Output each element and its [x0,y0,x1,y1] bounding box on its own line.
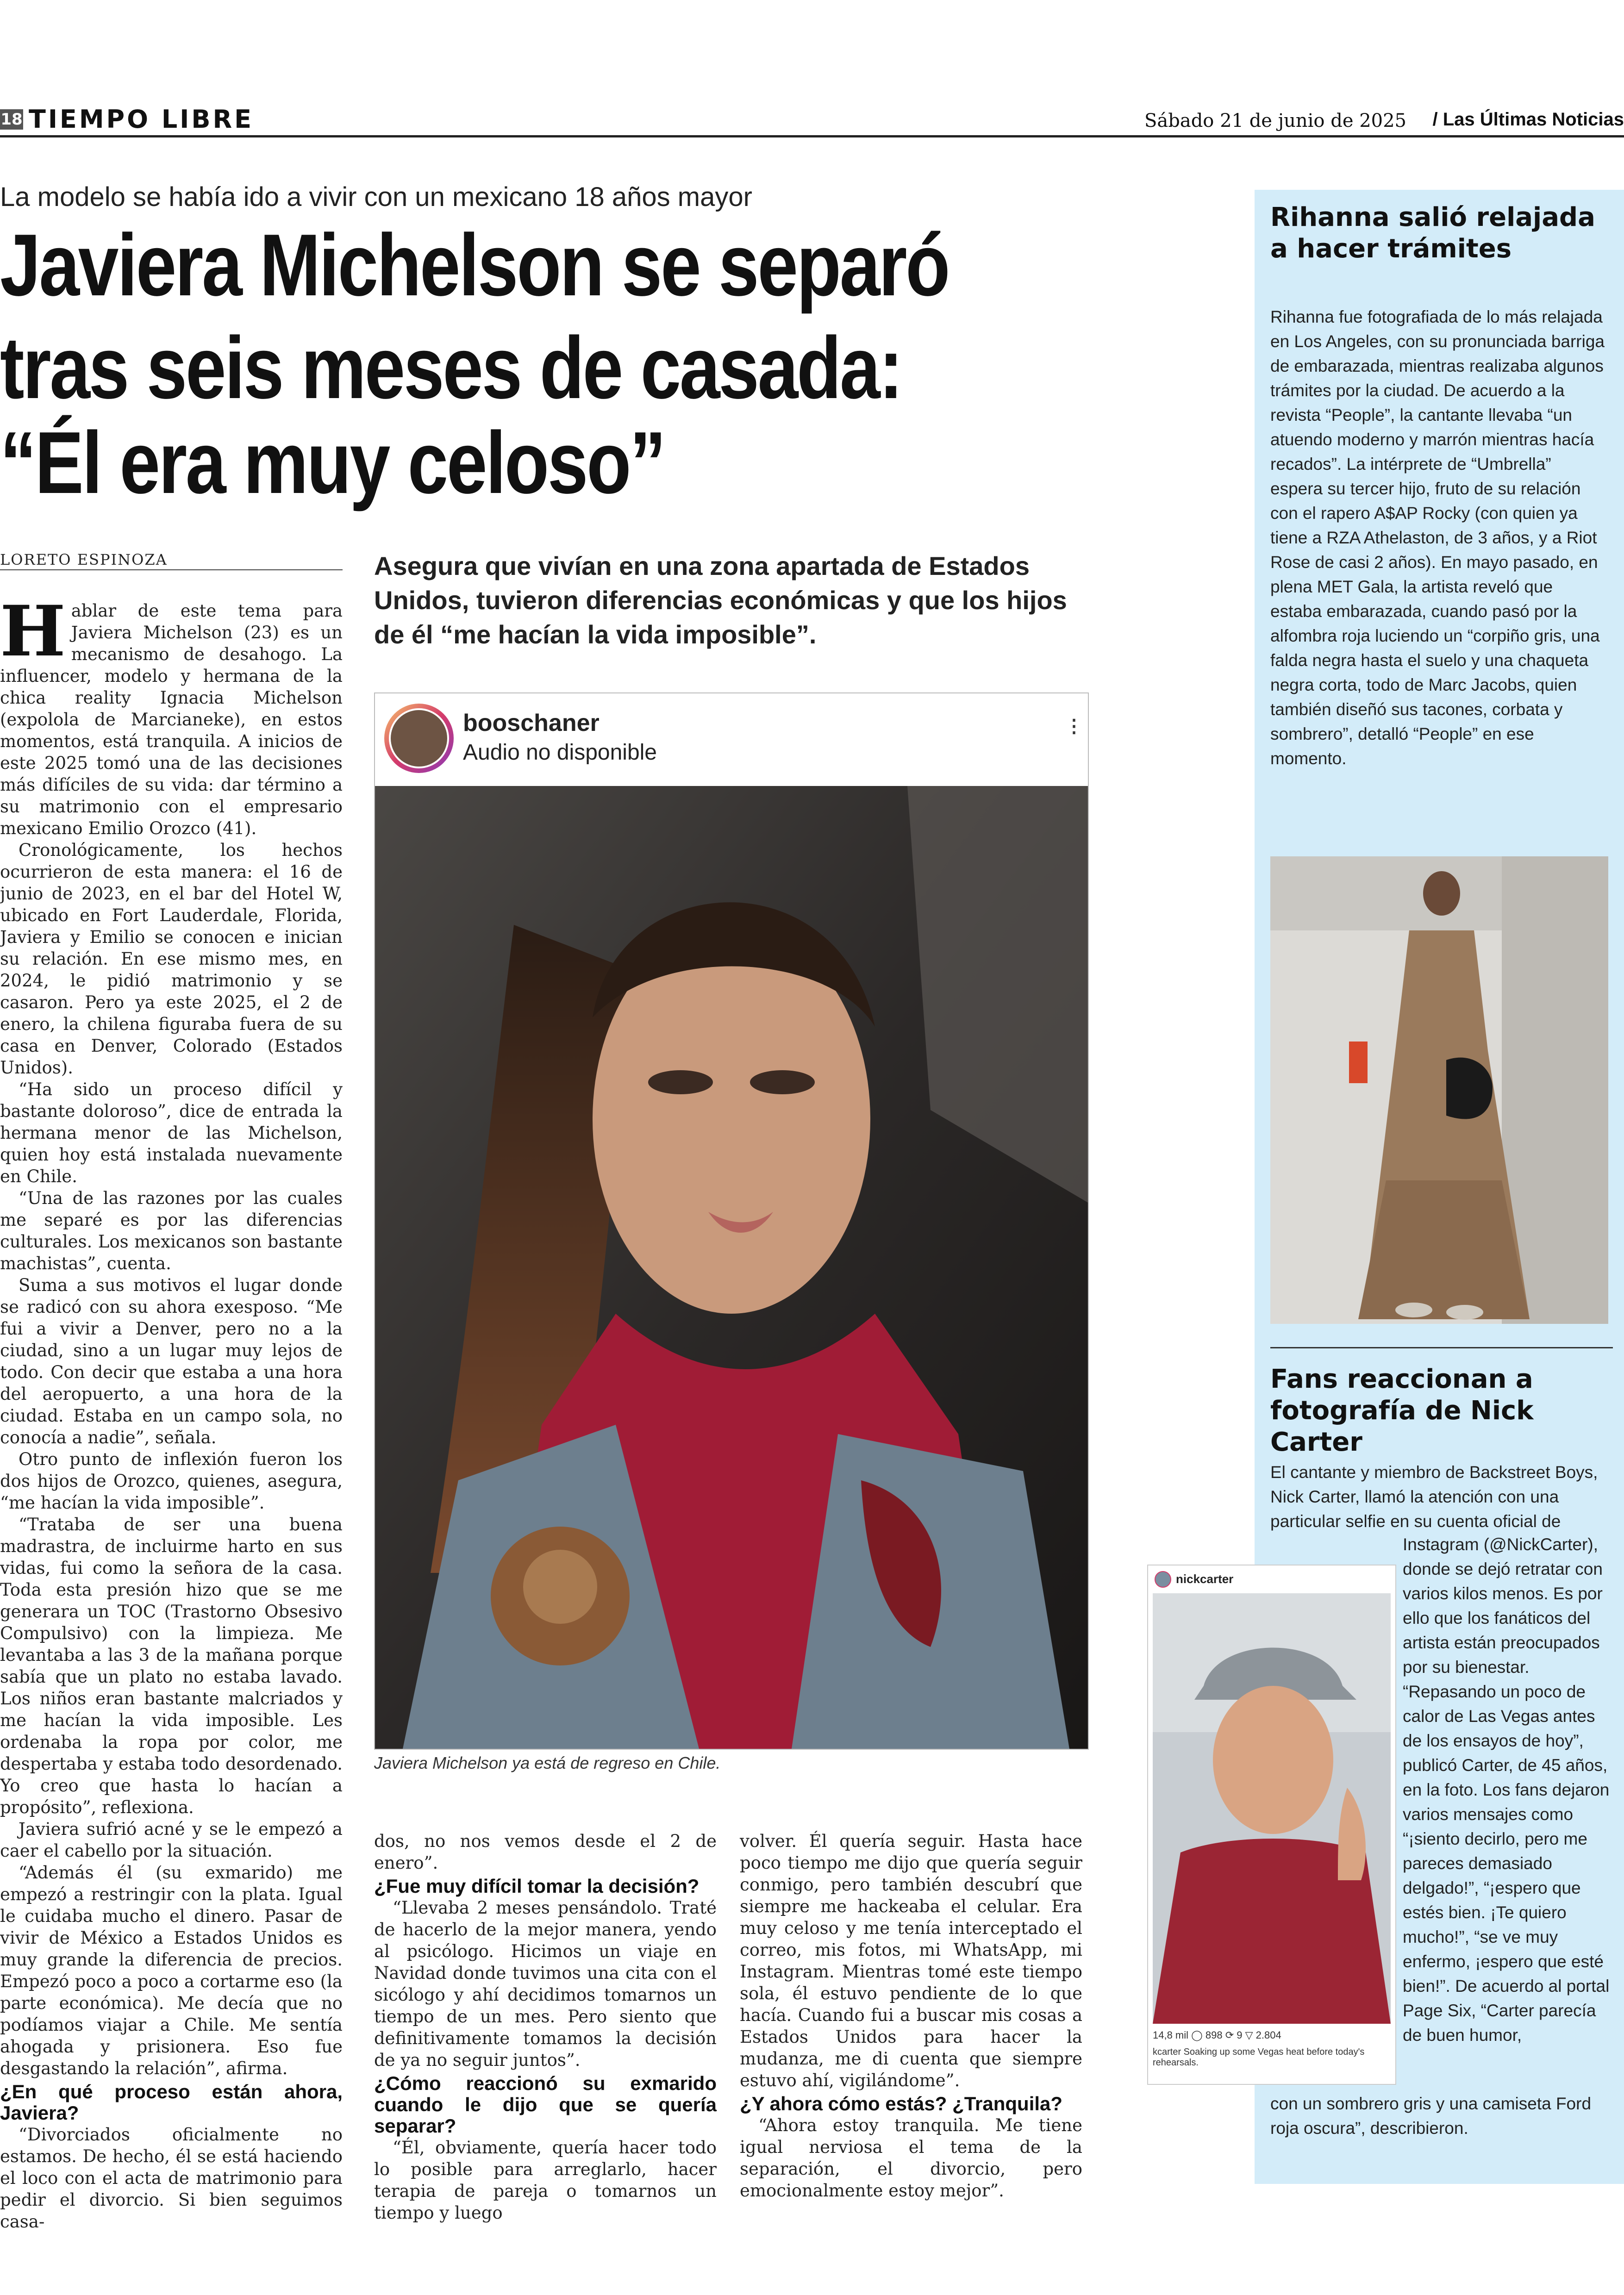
nick-carter-instagram-card [1147,1565,1396,2085]
newspaper-name: / Las Últimas Noticias [1432,109,1624,130]
paragraph: “Una de las razones por las cuales me separé es por las diferencias culturales. Los mexicanos son bastante machistas”, cuenta. [0,1188,343,1273]
interview-question: ¿Fue muy difícil tomar la decisión? [374,1875,700,1897]
article-column-3 [740,1830,1082,2201]
instagram-post-caption: kcarter Soaking up some Vegas heat before today's rehearsals. [1153,2047,1365,2068]
article-column-2 [374,1830,717,2223]
paragraph: volver. Él quería seguir. Hasta hace poco tiempo me dijo que quería seguir conmigo, pero también descubrí que siempre me hackeaba el celular. Era muy celoso y me tenía interceptado el correo, mis fotos, mi WhatsApp, mi Instagram. Mientras tomé este tiempo sola, él estuvo pendiente de lo que hacía. Cuando fui a buscar mis cosas a Estados Unidos para hacer la mudanza, me di cuenta que siempre estuvo ahí, vigilándome”. [740,1831,1082,2090]
avatar [384,704,454,773]
rihanna-photo [1270,856,1608,1324]
sidebar-story-2-title: Fans reaccionan a fotografía de Nick Carter [1270,1364,1534,1457]
paragraph: Suma a sus motivos el lugar donde se radicó con su ahora exesposo. “Me fui a vivir a Denver, pero no a la ciudad, sino a un lugar muy lejos de todo. Con decir que estaba a una hora del aeropuerto, a una hora de la ciudad. Estaba en un campo sola, no conocía a nadie”, señala. [0,1275,343,1447]
instagram-username: booschaner [463,710,600,736]
paragraph: Otro punto de inflexión fueron los dos hijos de Orozco, quienes, asegura, “me hacían la vida imposible”. [0,1449,343,1513]
sidebar-story-1-body: Rihanna fue fotografiada de lo más relajada en Los Angeles, con su pronunciada barriga de embarazada, mientras realizaba algunos trámites por la ciudad. De acuerdo a la revista “People”, la cantante llevaba “un atuendo moderno y marrón mientras hacía recados”. La intérprete de “Umbrella” espera su tercer hijo, fruto de su relación con el rapero A$AP Rocky (con quien ya tiene a RZA Athelaston, de 3 años, y a Riot Rose de casi 2 años). En mayo pasado, en plena MET Gala, la artista reveló que estaba embarazada, cuando pasó por la alfombra roja luciendo un “corpiño gris, una falda negra hasta el suelo y una chaqueta negra corta, todo de Marc Jacobs, quien también diseñó sus tacones, corbata y sombrero”, detalló “People” en ese momento. [1270,307,1605,768]
instagram-header [375,693,1088,787]
paragraph: “Trataba de ser una buena madrastra, de incluirme harto en sus vidas, fui como la señora de la casa. Toda esta presión hizo que se me generara un TOC (Trastorno Obsesivo Compulsivo) con la limpieza. Me levantaba a las 3 de la mañana porque sabía que un plato no estaba lavado. Los niños eran bastante malcriados y me hacían la vida imposible. Les ordenaba la ropa por color, me despertaba y estaba todo desordenado. Yo creo que hasta lo hacían a propósito”, reflexiona. [0,1515,343,1817]
instagram-audio-status: Audio no disponible [463,740,657,765]
paragraph-text: ablar de este tema para Javiera Michelson (23) es un mecanismo de desahogo. La influencer, modelo y hermana de la chica reality Ignacia Michelson (expolola de Marcianeke), en estos momentos, está tranquila. A inicios de este 2025 tomó una de las decisiones más difíciles de su vida: dar término a su matrimonio con el empresario mexicano Emilio Orozco (41). [0,601,343,838]
paragraph: “Ha sido un proceso difícil y bastante doloroso”, dice de entrada la hermana menor de las Michelson, quien hoy está instalada nuevamente en Chile. [0,1079,343,1186]
paragraph: “Divorciados oficialmente no estamos. De hecho, él se está haciendo el loco con el acta de matrimonio para pedir el divorcio. Si bien seguimos casa- [0,2125,343,2232]
byline-rule [0,569,343,570]
section-title: TIEMPO LIBRE [29,105,254,134]
article-column-1 [0,591,343,2232]
instagram-username: nickcarter [1176,1572,1234,1586]
paragraph: “Él, obviamente, quería hacer todo lo posible para arreglarlo, hacer terapia de pareja o tomarnos un tiempo y luego [374,2138,717,2223]
paragraph [0,591,343,839]
drop-cap: H [0,591,66,672]
sidebar-story-1-title: Rihanna salió relajada a hacer trámites [1270,202,1595,264]
paragraph: “Además él (su exmarido) me empezó a restringir con la plata. Igual le cuidaba mucho el dinero. Pasar de vivir de México a Estados Unidos es muy grande la diferencia de precios. Empezó poco a poco a cortarme eso (la parte económica). Me decía que no podíamos viajar a Chile. Me sentía ahogada y prisionera. Eso fue desgastando la relación”, afirma. [0,1863,343,2078]
sidebar-story-2-body-end: con un sombrero gris y una camiseta Ford roja oscura”, describieron. [1270,2094,1592,2138]
instagram-photo-frame [374,692,1089,1750]
selfie-photo [375,786,1088,1749]
photo-caption: Javiera Michelson ya está de regreso en Chile. [374,1753,721,1772]
nick-carter-selfie [1153,1593,1391,2024]
interview-question: ¿Y ahora cómo estás? ¿Tranquila? [740,2093,1063,2114]
article-kicker: La modelo se había ido a vivir con un mexicano 18 años mayor [0,182,752,212]
header-rule [0,135,1624,137]
headline-line-1: Javiera Michelson se separó [0,216,949,314]
more-options-icon: ⋮ [1065,716,1083,736]
interview-question: ¿En qué proceso están ahora, Javiera? [0,2081,343,2124]
interview-question: ¿Cómo reaccionó su exmarido cuando le dijo que se quería separar? [374,2072,717,2137]
paragraph: Cronológicamente, los hechos ocurrieron de esta manera: el 16 de junio de 2023, en el bar del Hotel W, ubicado en Fort Lauderdale, Florida, Javiera y Emilio se conocen e inician su relación. En ese mismo mes, en 2024, le pidió matrimonio y se casaron. Pero ya este 2025, el 2 de enero, la chilena figuraba fuera de su casa en Denver, Colorado (Estados Unidos). [0,840,343,1078]
sidebar-divider [1270,1347,1613,1348]
paragraph: “Ahora estoy tranquila. Me tiene igual nerviosa el tema de la separación, el divorcio, pero emocionalmente estoy mejor”. [740,2115,1082,2201]
byline: LORETO ESPINOZA [0,551,168,568]
headline-line-2: tras seis meses de casada: [0,319,902,417]
headline-line-3: “Él era muy celoso” [0,414,665,512]
avatar [1155,1571,1171,1588]
issue-date: Sábado 21 de junio de 2025 [1144,110,1406,131]
article-dek: Asegura que vivían en una zona apartada de Estados Unidos, tuvieron diferencias económicas y que los hijos de él “me hacían la vida imposible”. [374,551,1067,649]
paragraph: Javiera sufrió acné y se le empezó a caer el cabello por la situación. [0,1819,343,1861]
page-number: 18 [0,110,23,129]
sidebar-story-2-body-wrap: Instagram (@NickCarter), donde se dejó retratar con varios kilos menos. Es por ello que los fanáticos del artista están preocupados por su bienestar. “Repasando un poco de calor de Las Vegas antes de los ensayos de hoy”, publicó Carter, de 45 años, en la foto. Los fans dejaron varios mensajes como “¡siento decirlo, pero me pareces demasiado delgado!”, “¡espero que estés bien. ¡Te quiero mucho!”, “se ve muy enfermo, ¡espero que esté bien!”. De acuerdo al portal Page Six, “Carter parecía de buen humor, [1403,1535,1610,2045]
paragraph: dos, no nos vemos desde el 2 de enero”. [374,1831,717,1873]
sidebar-story-2-body-intro: El cantante y miembro de Backstreet Boys, Nick Carter, llamó la atención con una particular selfie en su cuenta oficial de [1270,1463,1598,1531]
paragraph: “Llevaba 2 meses pensándolo. Traté de hacerlo de la mejor manera, yendo al psicólogo. Hicimos un viaje en Navidad donde tuvimos una cita con el sicólogo y ahí decidimos tomarnos un tiempo de un mes. Pero siento que definitivamente tomamos la decisión de ya no seguir juntos”. [374,1898,717,2070]
instagram-post-stats: 14,8 mil ◯ 898 ⟳ 9 ▽ 2.804 [1153,2029,1281,2041]
avatar-image [389,708,449,768]
